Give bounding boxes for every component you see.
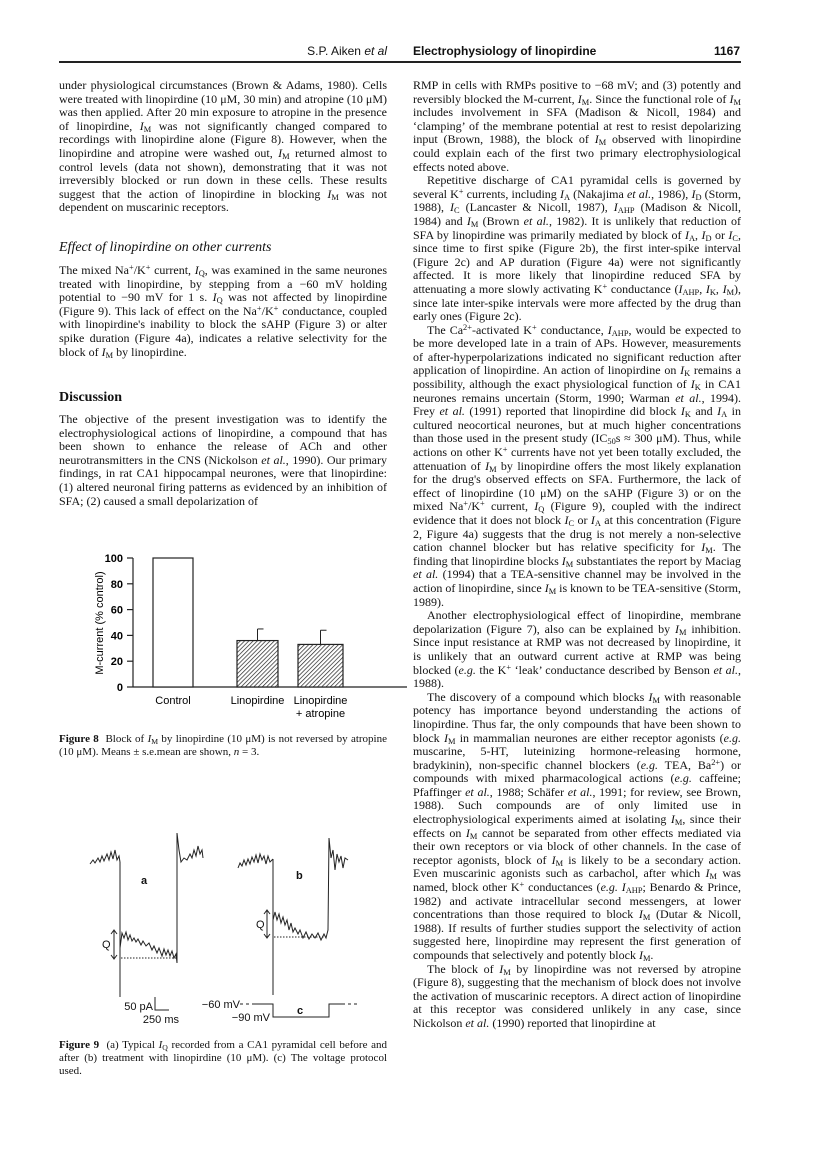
- trace-b-step-response: [273, 838, 348, 995]
- q-label-a: Q: [102, 939, 111, 951]
- panel-label-a: a: [141, 875, 148, 887]
- x-category-label: + atropine: [295, 708, 346, 720]
- y-tick-label: 80: [110, 578, 123, 591]
- figure-8-bar-chart: [60, 545, 420, 725]
- panel-label-b: b: [296, 870, 303, 882]
- paragraph: Repetitive discharge of CA1 pyramidal cells is governed by several K+ currents, including $I_A$ (Nakajima et al., 1986), $I_D$ (Storm, 1988), $I_C$ (Lancaster & Nicoll, 1987), $I_{AHP}$ (Madison & Nicoll, 1984) and $I_M$ (Brown et al., 1982). It is unlikely that reduction of SFA by linopirdine was primarily mediated by block of $I_A$, $I_D$ or $I_C$, since time to first spike (Figure 2b), the first inter-spike interval (Figure 2c) and AP duration (Figure 4a) were not significantly affected. It is more likely that linopirdine reduced SFA by attenuating a more slowly activating K+ conductance ($I_{AHP}$, $I_K$, $I_M$), since late inter-spike intervals were more affected by the drug than early ones (Figure 2c).: [413, 173, 742, 324]
- page-number: 1167: [713, 44, 740, 58]
- paragraph: Another electrophysiological effect of linopirdine, membrane depolarization (Figure 7), also can be explained by $I_M$ inhibition. Since input resistance at RMP was not decreased by linopirdine, it is unlikely that an outward current active at RMP was being blocked (e.g. the K+ ‘leak’ conductance described by Benson et al., 1988).: [413, 608, 742, 691]
- y-tick-label: 20: [110, 656, 123, 669]
- trace-b-before-step: [238, 854, 273, 868]
- x-category-label: Linopirdine: [293, 695, 348, 707]
- bar-control: [153, 558, 193, 687]
- holding-potential-label: −60 mV: [201, 999, 240, 1011]
- figure-8-label: Figure 8: [59, 733, 99, 745]
- figure-8-caption: [59, 733, 387, 759]
- paragraph: RMP in cells with RMPs positive to −68 mV; and (3) potently and reversibly blocked the M-current, $I_M$. Since the functional role of $I_M$ includes involvement in SFA (Madison & Nicoll, 1984) and ‘clamping’ of the membrane potential at rest to resist depolarizing input (Brown, 1988), the block of $I_M$ observed with linopirdine could explain each of the first two primary electrophysiological effects noted above.: [413, 78, 741, 174]
- figure-9-caption: [59, 1039, 387, 1078]
- paragraph: The discovery of a compound which blocks $I_M$ with reasonable potency has importance beyond understanding the actions of linopirdine. Thus far, the only compounds that have been shown to block $I_M$ in mammalian neurones are either receptor agonists (e.g. muscarine, 5-HT, luteinizing hormone-releasing hormone, bradykinin), non-specific channel blockers (e.g. TEA, $Ba^{2+}$) or compounds with mixed pharmacological actions (e.g. caffeine; Pfaffinger et al., 1988; Schäfer et al., 1991; for review, see Brown, 1988). Such compounds are of only limited use in electrophysiological experiments aimed at isolating $I_M$, since their effects on $I_M$ cannot be separated from other effects mediated via their own receptors or via block of other channels. In the case of receptor agonists, block of $I_M$ is likely to be a secondary action. Even muscarinic agonists such as carbachol, after which $I_M$ was named, block other K+ conductances (e.g. $I_{AHP}$; Benardo & Prince, 1982) and activate intracellular second messengers, at lower concentrations than those required to block $I_M$ (Dutar & Nicoll, 1988). If results of further studies support the selectivity of action suggested here, linopirdine may represent the first generation of compounds that selectively and potently block $I_M$.: [413, 689, 742, 964]
- panel-label-c: c: [297, 1005, 304, 1017]
- bar-linopirdine: [237, 641, 278, 687]
- paragraph: The $Ca^{2+}$-activated K+ conductance, $I_{AHP}$, would be expected to be more developed late in a train of APs. However, measurements of after-hyperpolarizations indicated no significant reduction after application of linopirdine. An action of linopirdine on $I_K$ remains a possibility, although the exact physiological function of $I_K$ in CA1 neurones remains uncertain (Storm, 1990; Warman et al., 1994). Frey et al. (1991) reported that linopirdine did block $I_K$ and $I_A$ in cultured neocortical neurones, but at much higher concentrations than those used in the present study ($IC_{50}s \approx 300$ μM). Thus, while actions on other K+ currents have not yet been totally excluded, the attenuation of $I_M$ by linopirdine offers the most likely explanation for the drug's observed effects on SFA. Furthermore, the lack of effect of linopirdine (10 μM) on the sAHP (Figure 3) or on the mixed Na+/K+ current, $I_Q$ (Figure 9), coupled with the indirect evidence that it does not block $I_C$ or $I_A$ at this concentration (Figure 2, Figure 4a) suggests that the drug is not merely a non-selective cation channel blocker but has relative specificity for $I_M$. The finding that linopirdine blocks $I_M$ substantiates the report by Maciag et al. (1994) that a TEA-sensitive channel may be involved in the action of linopirdine, since $I_M$ is known to be TEA-sensitive (Storm, 1989).: [413, 322, 742, 609]
- right-column: [413, 79, 741, 1031]
- figure-8-caption-text: Block of $I_M$ by linopirdine (10 μM) is not reversed by atropine (10 μM). Means ± s.e.mean are shown, n = 3.: [59, 733, 387, 758]
- y-tick-label: 40: [110, 630, 123, 643]
- running-header-title: Electrophysiology of linopirdine: [413, 44, 597, 58]
- trace-a-step-response: [120, 833, 203, 997]
- paragraph: under physiological circumstances (Brown & Adams, 1980). Cells were treated with linopirdine (10 μM, 30 min) and atropine (10 μM) was then applied. After 20 min exposure to atropine in the presence of linopirdine, $I_M$ was not significantly changed compared to recordings with linopirdine alone (Figure 8). However, when the linopirdine and atropine were washed out, $I_M$ returned almost to control levels (data not shown), demonstrating that it was not irreversibly blocked or run down in these cells. These results suggest that the action of linopirdine in blocking $I_M$ was not dependent on muscarinic receptors.: [59, 78, 388, 215]
- y-tick-label: 0: [116, 682, 123, 694]
- section-heading-effect: Effect of linopirdine on other currents: [59, 240, 272, 255]
- y-tick-label: 100: [104, 553, 123, 565]
- section-heading-discussion: Discussion: [59, 390, 123, 405]
- bar-linopirdine-atropine: [298, 644, 343, 687]
- x-category-label: Linopirdine: [230, 695, 285, 707]
- trace-a-before-step: [90, 850, 120, 864]
- q-label-b: Q: [256, 919, 265, 931]
- paragraph: The mixed Na+/K+ current, $I_Q$, was examined in the same neurones treated with linopirdine, by stepping from a −60 mV holding potential to −90 mV for 1 s. $I_Q$ was not affected by linopirdine (Figure 9). This lack of effect on the Na+/K+ conductance, coupled with linopirdine's inability to block the sAHP (Figure 3) or alter spike duration (Figure 4a), indicates a relative selectivity for the block of $I_M$ by linopirdine.: [59, 263, 387, 360]
- figure-9-caption-text: (a) Typical $I_Q$ recorded from a CA1 pyramidal cell before and after (b) treatment with linopirdine (10 μM). (c) The voltage protocol used.: [59, 1039, 388, 1077]
- paragraph: The objective of the present investigation was to identify the electrophysiological actions of linopirdine, a compound that has been shown to enhance the release of ACh and other neurotransmitters in the CNS (Nickolson et al., 1990). Our primary findings, in rat CA1 hippocampal neurones, were that linopirdine: (1) altered neuronal firing patterns as evidenced by an inhibition of SFA; (2) caused a small depolarization of: [59, 412, 388, 508]
- scale-time-label: 250 ms: [142, 1014, 179, 1026]
- y-axis-label: M-current (% control): [94, 571, 106, 675]
- header-rule: [59, 61, 741, 63]
- paragraph: The block of $I_M$ by linopirdine was not reversed by atropine (Figure 8), suggesting that the mechanism of block does not involve the activation of muscarinic receptors. A direct action of linopirdine at this receptor was considered unlikely in any case, since Nickolson et al. (1990) reported that linopirdine at: [413, 961, 741, 1030]
- x-category-label: Control: [155, 695, 191, 707]
- figure-9-traces: [80, 780, 410, 1030]
- step-potential-label: −90 mV: [231, 1012, 270, 1024]
- y-tick-label: 60: [110, 604, 123, 617]
- scale-bar: [155, 997, 169, 1010]
- scale-current-label: 50 pA: [124, 1001, 153, 1013]
- running-header-authors: S.P. Aiken et al: [307, 44, 387, 58]
- figure-9-label: Figure 9: [59, 1039, 100, 1051]
